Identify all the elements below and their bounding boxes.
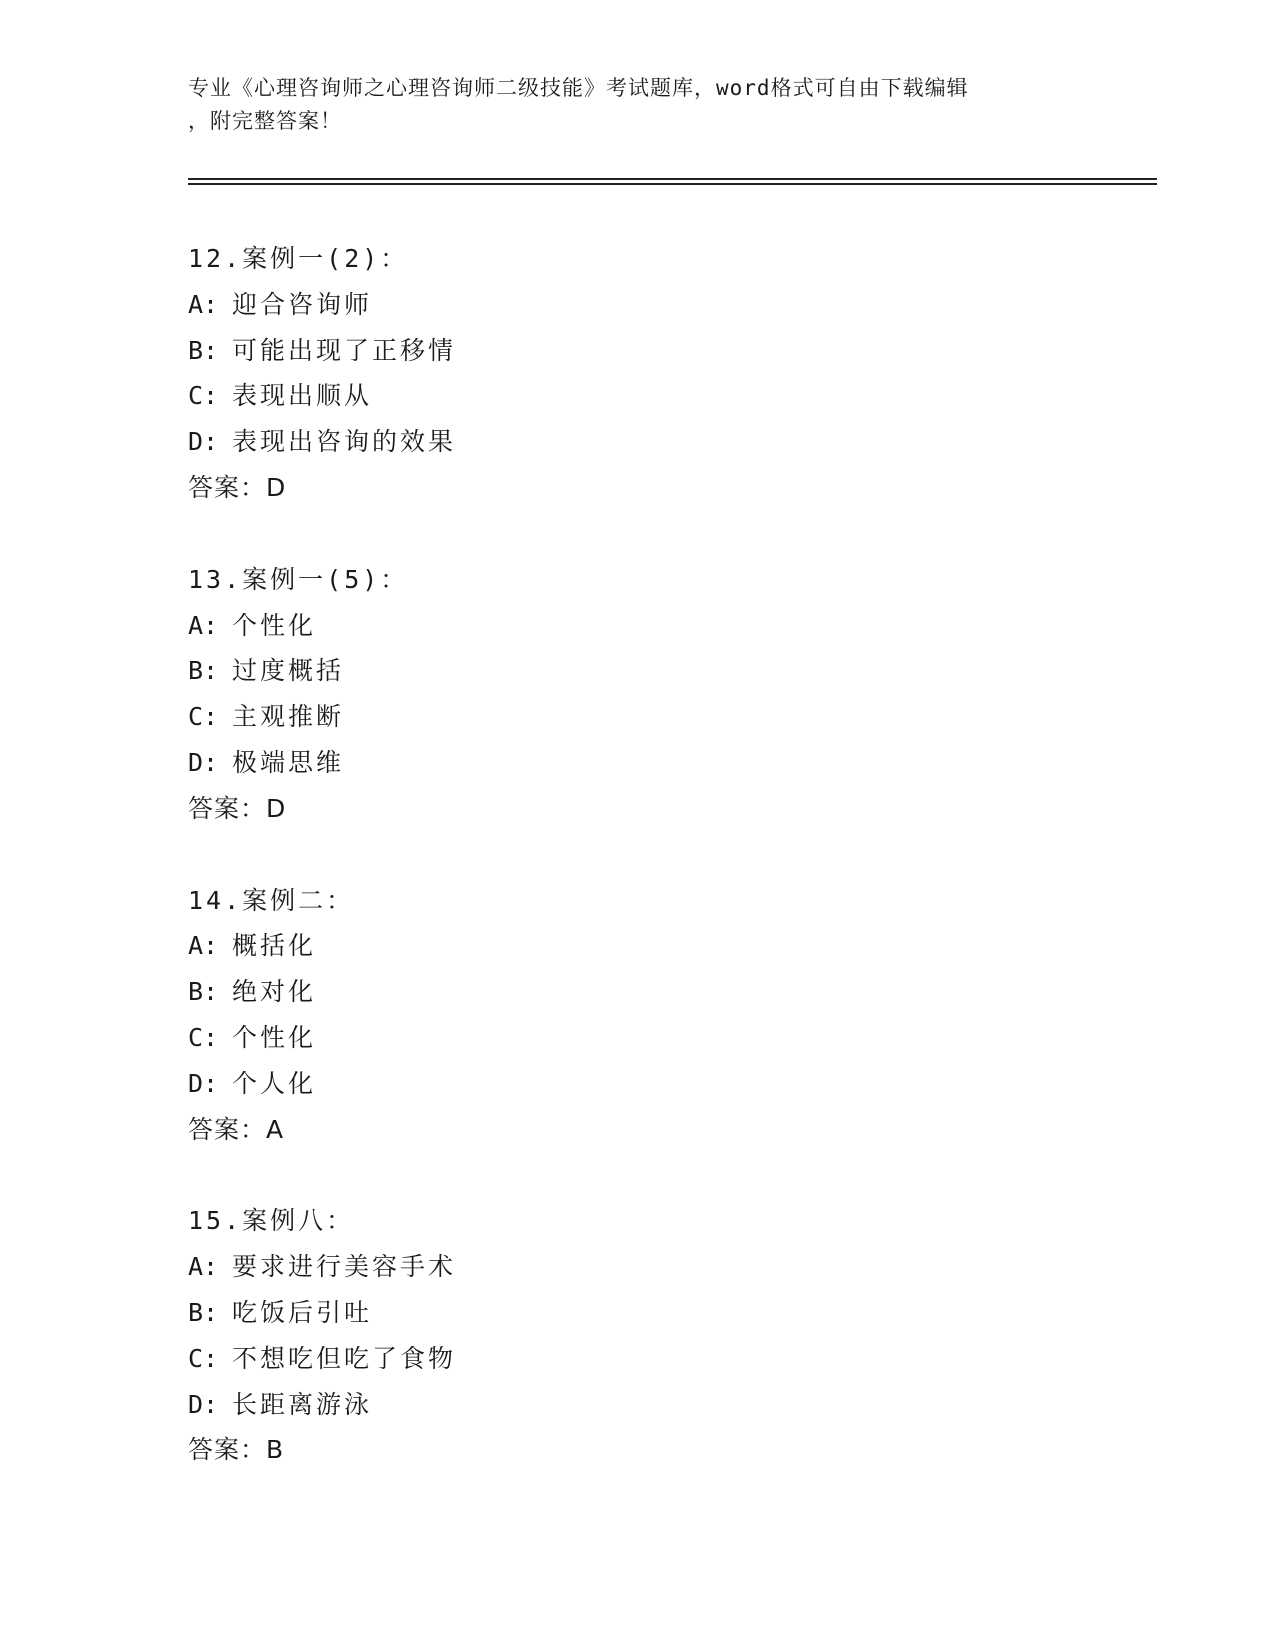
option-a — [188, 603, 1088, 649]
option-label: A: — [188, 289, 219, 319]
question-list — [188, 236, 1088, 1519]
option-text: 表现出咨询的效果 — [232, 427, 457, 457]
option-text: 长距离游泳 — [232, 1389, 373, 1419]
option-label: B: — [188, 1297, 219, 1327]
option-d — [188, 1061, 1088, 1107]
option-a — [188, 1244, 1088, 1290]
option-text: 个性化 — [232, 1022, 317, 1052]
option-d — [188, 1382, 1088, 1428]
header-line-2: ，附完整答案！ — [188, 109, 342, 133]
option-b — [188, 969, 1088, 1015]
option-text: 个人化 — [232, 1068, 317, 1098]
header-line-1: 专业《心理咨询师之心理咨询师二级技能》考试题库，word格式可自由下载编辑 — [188, 76, 969, 100]
question-title: 14.案例二： — [188, 885, 355, 915]
option-label: A: — [188, 610, 219, 640]
option-c — [188, 373, 1088, 419]
option-label: D: — [188, 1068, 219, 1098]
question-14 — [188, 878, 1088, 1153]
answer-line: 答案：D — [188, 472, 287, 502]
divider-line-top — [188, 178, 1157, 180]
option-label: D: — [188, 1389, 219, 1419]
option-c — [188, 694, 1088, 740]
option-label: A: — [188, 931, 219, 961]
option-label: C: — [188, 1022, 219, 1052]
question-13 — [188, 557, 1088, 832]
option-text: 可能出现了正移情 — [232, 335, 457, 365]
question-12 — [188, 236, 1088, 511]
answer-line: 答案：D — [188, 793, 287, 823]
option-text: 表现出顺从 — [232, 381, 373, 411]
question-title: 13.案例一(5)： — [188, 564, 409, 594]
option-label: D: — [188, 427, 219, 457]
question-title: 12.案例一(2)： — [188, 244, 409, 273]
option-label: C: — [188, 381, 219, 411]
answer-line: 答案：A — [188, 1114, 285, 1144]
option-c — [188, 1015, 1088, 1061]
option-text: 个性化 — [232, 610, 317, 640]
option-a — [188, 282, 1088, 328]
option-text: 过度概括 — [232, 656, 345, 686]
question-title: 15.案例八： — [188, 1206, 355, 1236]
option-text: 吃饭后引吐 — [232, 1297, 373, 1327]
option-label: B: — [188, 977, 219, 1007]
answer-line: 答案：B — [188, 1435, 285, 1465]
option-c — [188, 1336, 1088, 1382]
question-15 — [188, 1198, 1088, 1473]
option-label: C: — [188, 702, 219, 732]
option-label: A: — [188, 1252, 219, 1282]
option-text: 极端思维 — [232, 747, 345, 777]
option-b — [188, 648, 1088, 694]
option-text: 主观推断 — [232, 702, 345, 732]
option-label: B: — [188, 656, 219, 686]
option-label: C: — [188, 1343, 219, 1373]
option-b — [188, 1290, 1088, 1336]
option-d — [188, 419, 1088, 465]
option-text: 不想吃但吃了食物 — [232, 1343, 457, 1373]
option-label: B: — [188, 335, 219, 365]
option-text: 绝对化 — [232, 977, 317, 1007]
option-d — [188, 740, 1088, 786]
divider-line-bottom — [188, 183, 1157, 185]
double-divider — [188, 178, 1157, 185]
option-label: D: — [188, 747, 219, 777]
option-text: 迎合咨询师 — [232, 289, 373, 319]
option-b — [188, 328, 1088, 374]
option-a — [188, 923, 1088, 969]
option-text: 概括化 — [232, 931, 317, 961]
option-text: 要求进行美容手术 — [232, 1252, 457, 1282]
document-header — [188, 72, 1088, 138]
